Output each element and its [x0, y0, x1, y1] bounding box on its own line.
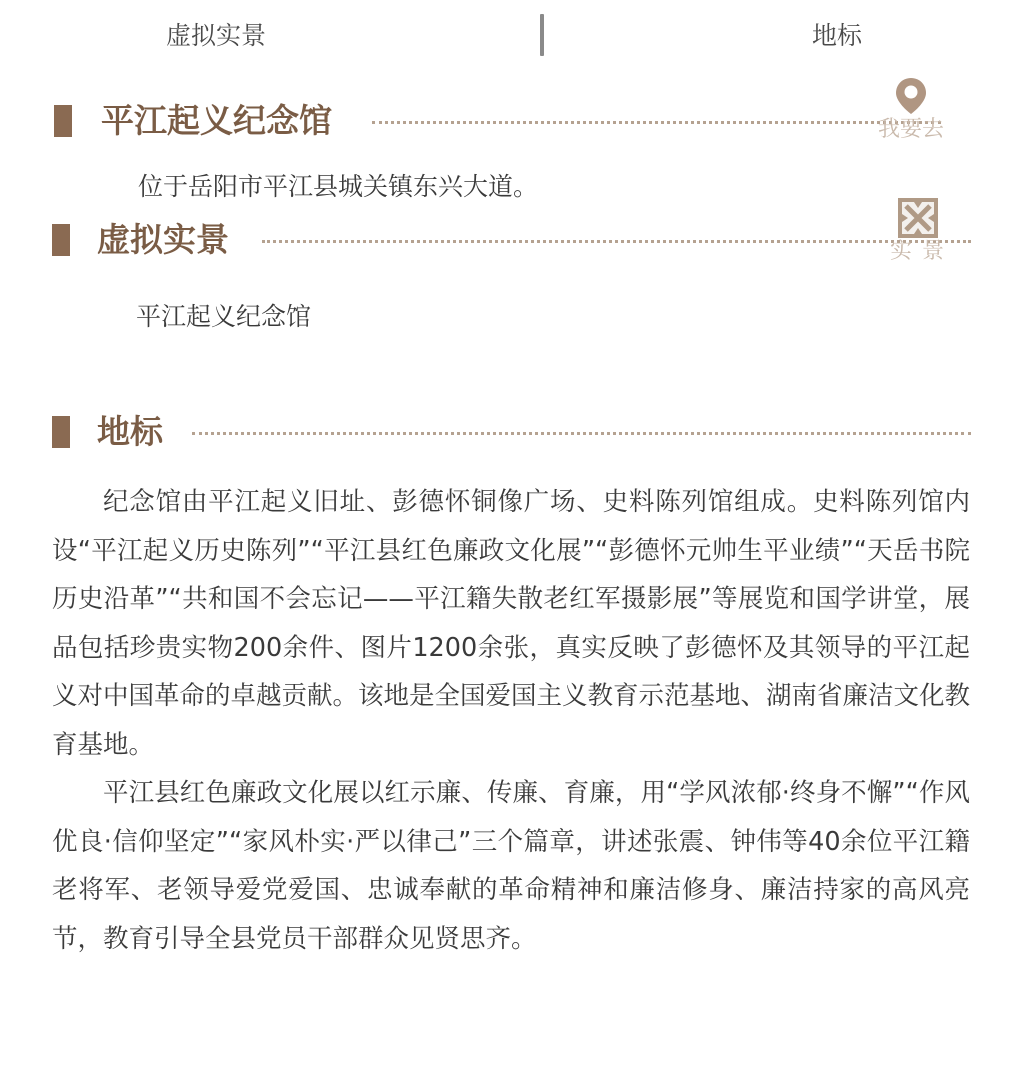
tab-divider	[540, 14, 544, 56]
section-marker-bar	[54, 105, 72, 137]
section-header-vr	[0, 216, 1029, 266]
section-title-intro: 平江起义纪念馆	[101, 101, 332, 140]
landmark-description	[52, 478, 970, 963]
tab-landmark[interactable]: 地标	[812, 21, 863, 50]
dotted-divider	[372, 121, 941, 124]
description-paragraph: 平江县红色廉政文化展以红示廉、传廉、育廉，用“学风浓郁·终身不懈”“作风优良·信仰坚定”“家风朴实·严以律己”三个篇章，讲述张震、钟伟等40余位平江籍老将军、老领导爱党爱国、忠诚奉献的革命精神和廉洁修身、廉洁持家的高风亮节，教育引导全县党员干部群众见贤思齐。	[52, 778, 970, 954]
vr-view-button[interactable]	[880, 198, 956, 266]
vr-item-name[interactable]: 平江起义纪念馆	[136, 302, 312, 331]
section-title-vr: 虚拟实景	[97, 220, 229, 259]
vr-view-label: 实景	[889, 239, 954, 264]
section-header-landmark	[0, 408, 1029, 458]
navigate-button[interactable]	[868, 76, 954, 144]
dotted-divider	[262, 240, 971, 243]
dotted-divider	[192, 432, 971, 435]
section-marker-bar	[52, 224, 70, 256]
section-marker-bar	[52, 416, 70, 448]
tab-virtual-reality[interactable]: 虚拟实景	[166, 21, 267, 50]
top-tab-bar	[0, 0, 1029, 70]
vr-cross-icon	[898, 198, 938, 238]
description-paragraph: 纪念馆由平江起义旧址、彭德怀铜像广场、史料陈列馆组成。史料陈列馆内设“平江起义历史陈列”“平江县红色廉政文化展”“彭德怀元帅生平业绩”“天岳书院历史沿革”“共和国不会忘记——平江籍失散老红军摄影展”等展览和国学讲堂，展品包括珍贵实物200余件、图片1200余张，真实反映了彭德怀及其领导的平江起义对中国革命的卓越贡献。该地是全国爱国主义教育示范基地、湖南省廉洁文化教育基地。	[52, 487, 971, 760]
navigate-label: 我要去	[877, 117, 944, 142]
section-title-landmark: 地标	[97, 412, 163, 451]
location-pin-icon	[894, 76, 928, 116]
address-text: 位于岳阳市平江县城关镇东兴大道。	[138, 172, 539, 201]
